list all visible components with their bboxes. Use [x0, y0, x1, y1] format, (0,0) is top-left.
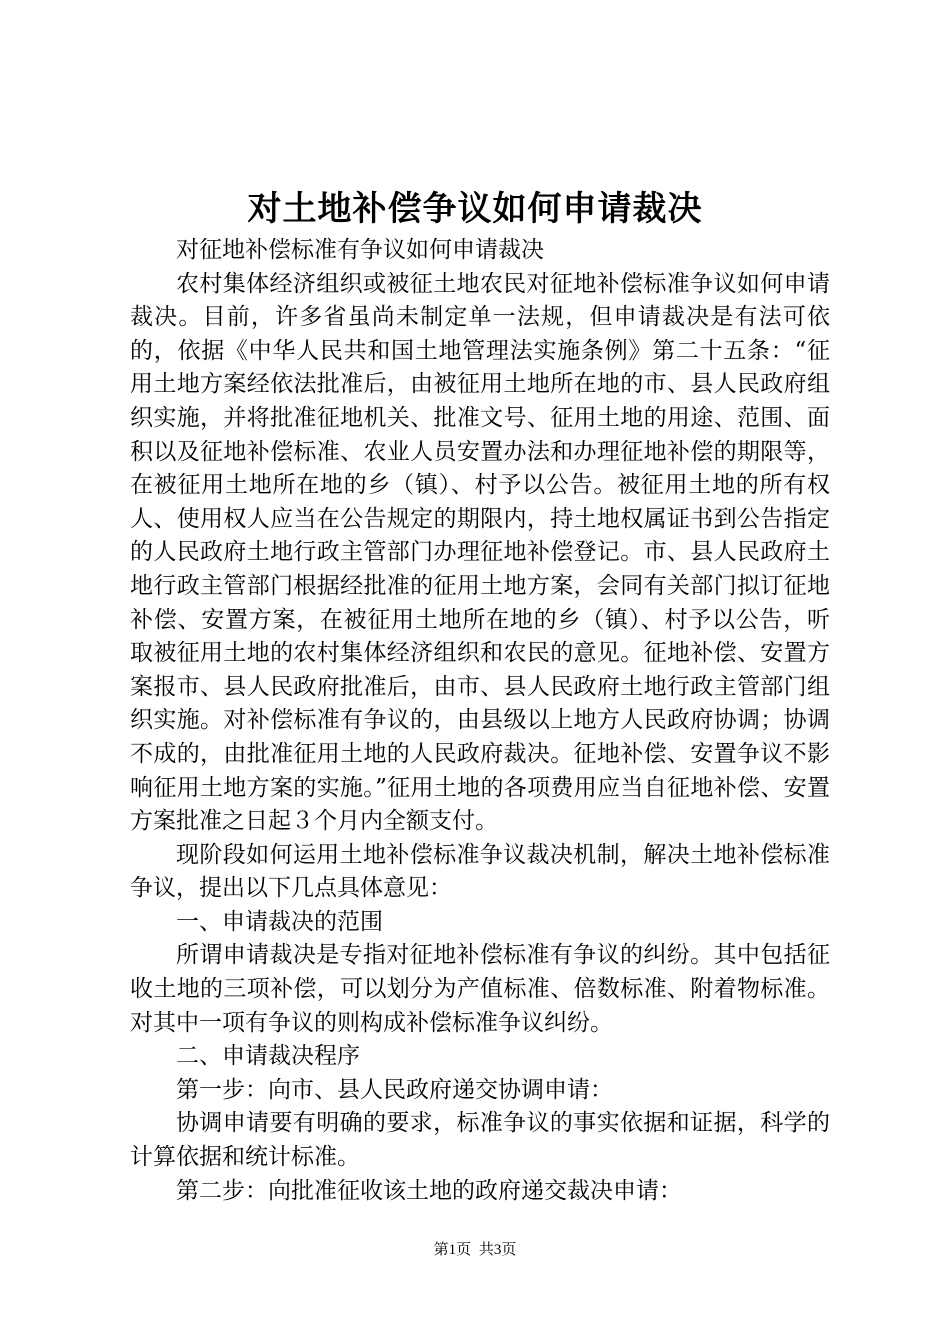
paragraph-step-one: 第一步：向市、县人民政府递交协调申请：	[176, 1076, 613, 1103]
document-body	[130, 234, 830, 1208]
page-footer	[0, 1240, 950, 1260]
paragraph-step-two: 第二步：向批准征收该土地的政府递交裁决申请：	[176, 1177, 682, 1204]
section-heading-procedure: 二、申请裁决程序	[176, 1043, 360, 1070]
paragraph-scope: 所谓申请裁决是专指对征地补偿标准有争议的纠纷。其中包括征收土地的三项补偿，可以划分为产值标准、倍数标准、附着物标准。对其中一项有争议的则构成补偿标准争议纠纷。	[130, 942, 830, 1036]
section-heading-scope: 一、申请裁决的范围	[176, 908, 383, 935]
paragraph-legal-basis: 农村集体经济组织或被征土地农民对征地补偿标准争议如何申请裁决。目前，许多省虽尚未制定单一法规，但申请裁决是有法可依的，依据《中华人民共和国土地管理法实施条例》第二十五条：“征用土地方案经依法批准后，由被征用土地所在地的市、县人民政府组织实施，并将批准征地机关、批准文号、征用土地的用途、范围、面积以及征地补偿标准、农业人员安置办法和办理征地补偿的期限等，在被征用土地所在地的乡（镇）、村予以公告。被征用土地的所有权人、使用权人应当在公告规定的期限内，持土地权属证书到公告指定的人民政府土地行政主管部门办理征地补偿登记。市、县人民政府土地行政主管部门根据经批准的征用土地方案，会同有关部门拟订征地补偿、安置方案，在被征用土地所在地的乡（镇）、村予以公告，听取被征用土地的农村集体经济组织和农民的意见。征地补偿、安置方案报市、县人民政府批准后，由市、县人民政府土地行政主管部门组织实施。对补偿标准有争议的，由县级以上地方人民政府协调；协调不成的，由批准征用土地的人民政府裁决。征地补偿、安置争议不影响征用土地方案的实施。”征用土地的各项费用应当自征地补偿、安置方案批准之日起３个月内全额支付。	[130, 270, 830, 835]
document-title: 对土地补偿争议如何申请裁决	[247, 189, 703, 229]
paragraph-step-one-detail: 协调申请要有明确的要求，标准争议的事实依据和证据，科学的计算依据和统计标准。	[130, 1110, 830, 1171]
page-total: 共3页	[478, 1242, 517, 1258]
page-number: 第1页	[433, 1242, 472, 1258]
paragraph-subtitle: 对征地补偿标准有争议如何申请裁决	[176, 237, 544, 263]
paragraph-intro-opinions: 现阶段如何运用土地补偿标准争议裁决机制，解决土地补偿标准争议，提出以下几点具体意见：	[130, 841, 830, 902]
